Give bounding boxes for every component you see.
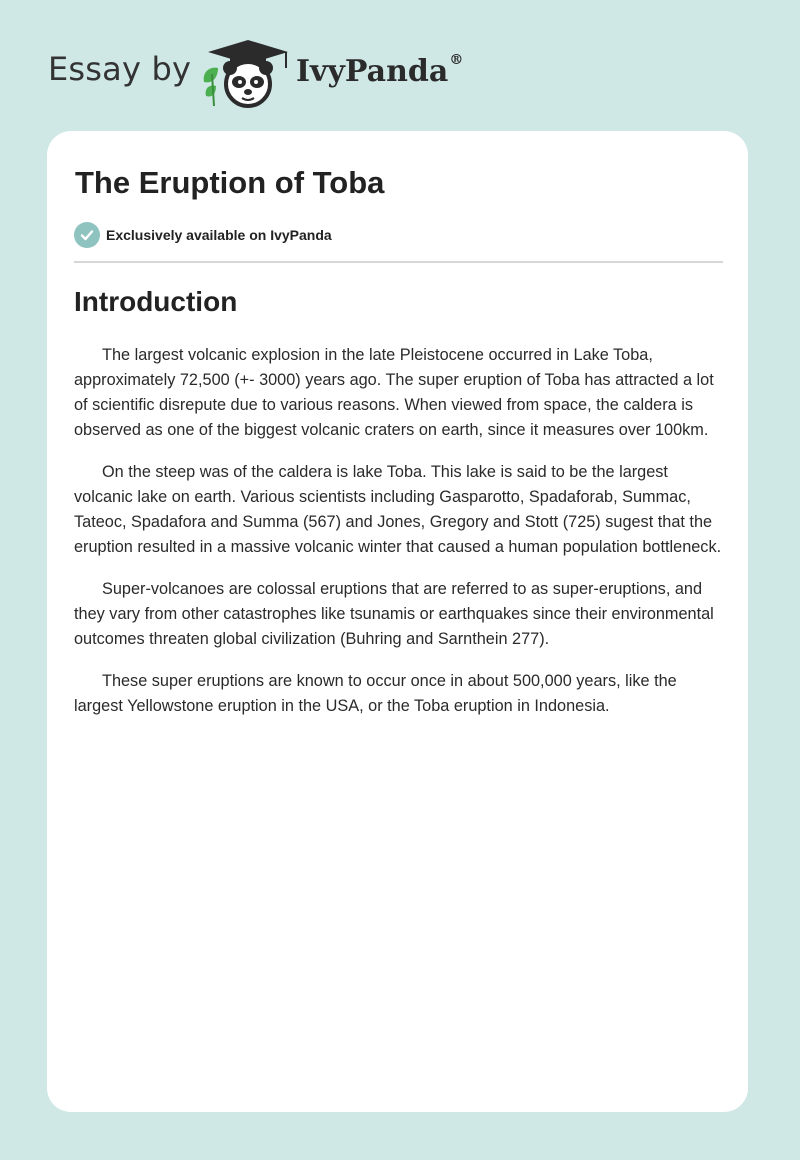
paragraph: The largest volcanic explosion in the late Pleistocene occurred in Lake Toba, approximately 72,500 (+- 3000) years ago. The super eruption of Toba has attracted a lot of scientific disrepute due to various reasons. When viewed from space, the caldera is observed as one of the biggest volcanic craters on earth, since it measures over 100km. [74,346,714,439]
paragraph: On the steep was of the caldera is lake Toba. This lake is said to be the largest volcanic lake on earth. Various scientists including Gasparotto, Spadaforab, Summac, Tateoc, Spadafora and Summa (567) and Jones, Gregory and Stott (725) sugest that the eruption resulted in a massive volcanic winter that caused a human population bottleneck. [74,463,722,556]
divider [74,261,723,263]
site-header [0,0,800,130]
paragraph: Super-volcanoes are colossal eruptions that are referred to as super-eruptions, and they vary from other catastrophes like tsunamis or earthquakes since their environmental outcomes threaten global civilization (Buhring and Sarnthein 277). [74,580,714,648]
badge-label: Exclusively available on IvyPanda [106,227,332,243]
check-circle-icon [74,222,100,248]
exclusive-badge [74,222,332,248]
page-title: The Eruption of Toba [75,165,385,200]
paragraph: These super eruptions are known to occur once in about 500,000 years, like the largest Yellowstone eruption in the USA, or the Toba eruption in Indonesia. [74,672,677,715]
essay-card [47,131,748,1112]
section-heading: Introduction [74,286,238,317]
panda-graduate-icon[interactable] [200,38,296,110]
brand-logo-text[interactable]: IvyPanda® [296,52,464,89]
essay-by-label: Essay by [48,50,192,88]
essay-body [74,343,726,736]
